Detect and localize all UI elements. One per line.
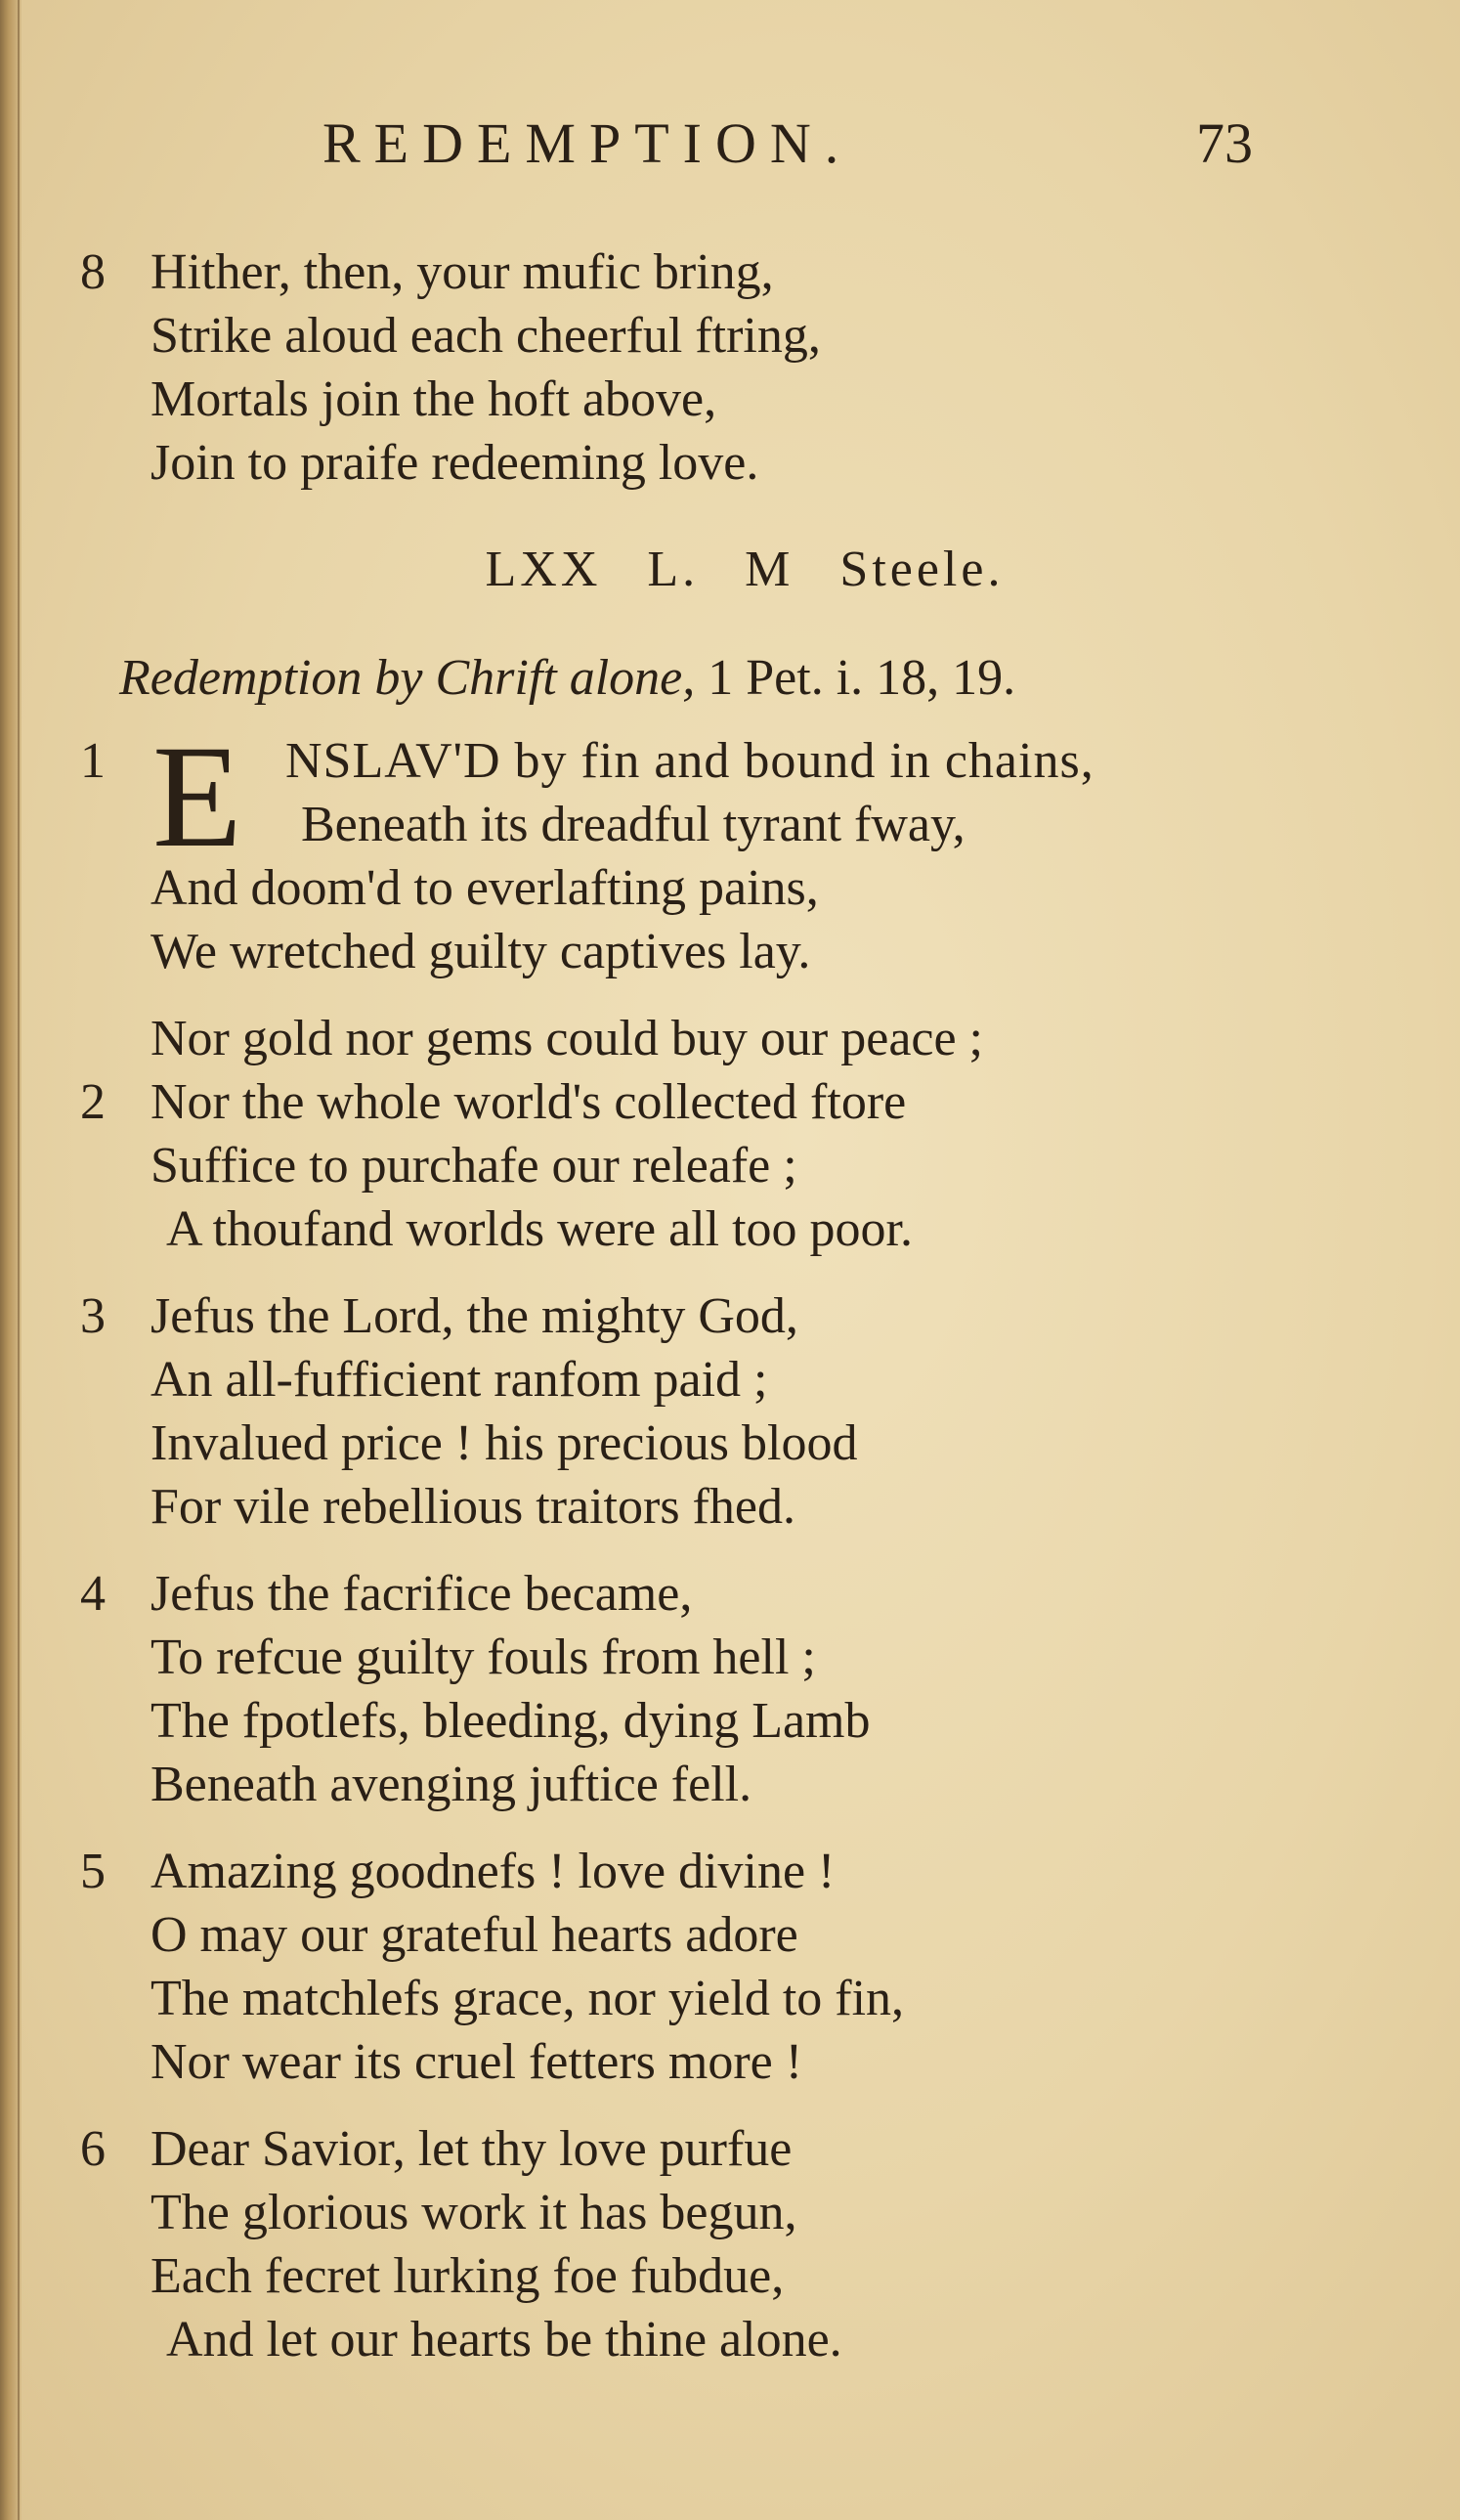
stanza-4: [80, 1562, 1370, 1816]
stanza-1: [80, 716, 1370, 983]
verse-line: A thoufand worlds were all too poor.: [166, 1201, 913, 1257]
verse-line: Nor gold nor gems could buy our peace ;: [150, 1011, 984, 1066]
stanza-6: [80, 2117, 1370, 2371]
stanza-8: [80, 240, 1370, 495]
hymn-subtitle: [80, 646, 1370, 710]
verse-line: Nor wear its cruel fetters more !: [150, 2034, 803, 2090]
stanza-number: 4: [80, 1566, 106, 1622]
gutter-line: [18, 0, 20, 2520]
verse-line: And doom'd to everlafting pains,: [150, 860, 819, 916]
verse-line: For vile rebellious traitors fhed.: [150, 1479, 795, 1535]
running-head: REDEMPTION.: [322, 111, 853, 175]
verse-line: The glorious work it has begun,: [150, 2185, 797, 2240]
verse-line: To refcue guilty fouls from hell ;: [150, 1629, 816, 1685]
hymn-title: LXX L. M Steele.: [485, 542, 1005, 597]
subtitle-text: Redemption by Chrift alone,: [119, 650, 696, 706]
stanza-number: 1: [80, 733, 106, 789]
scripture-reference: 1 Pet. i. 18, 19.: [708, 650, 1016, 706]
verse-line: And let our hearts be thine alone.: [166, 2312, 842, 2368]
verse-line: Each fecret lurking foe fubdue,: [150, 2248, 785, 2304]
verse-line: Beneath avenging juftice fell.: [150, 1757, 752, 1812]
verse-line: Mortals join the hoft above,: [150, 371, 717, 427]
verse-line: Suffice to purchafe our releafe ;: [150, 1138, 797, 1194]
stanza-2: [80, 1007, 1370, 1261]
verse-line: Nor the whole world's collected ftore: [150, 1074, 907, 1130]
verse-line: NSLAV'D by fin and bound in chains,: [285, 733, 1095, 789]
verse-line: O may our grateful hearts adore: [150, 1907, 798, 1963]
verse-line: Strike aloud each cheerful ftring,: [150, 308, 821, 364]
stanza-number: 3: [80, 1288, 106, 1344]
drop-cap: E: [152, 716, 242, 878]
stanza-number: 2: [80, 1074, 106, 1130]
verse-line: The fpotlefs, bleeding, dying Lamb: [150, 1693, 871, 1749]
verse-line: Jefus the Lord, the mighty God,: [150, 1288, 798, 1344]
verse-line: Dear Savior, let thy love purfue: [150, 2121, 793, 2177]
verse-line: Beneath its dreadful tyrant fway,: [301, 797, 966, 852]
verse-line: The matchlefs grace, nor yield to fin,: [150, 1971, 905, 2026]
stanza-3: [80, 1284, 1370, 1539]
page-number: 73: [1196, 111, 1253, 175]
verse-line: An all-fufficient ranfom paid ;: [150, 1352, 768, 1408]
verse-line: Amazing goodnefs ! love divine !: [150, 1844, 836, 1899]
text-block: [80, 240, 1370, 2395]
verse-line: Hither, then, your mufic bring,: [150, 244, 774, 300]
verse-line: Jefus the facrifice became,: [150, 1566, 693, 1622]
verse-line: Invalued price ! his precious blood: [150, 1415, 858, 1471]
stanza-number: 6: [80, 2121, 106, 2177]
verse-line: We wretched guilty captives lay.: [150, 924, 811, 979]
stanza-number: 8: [80, 244, 106, 300]
stanza-5: [80, 1840, 1370, 2094]
stanza-number: 5: [80, 1844, 106, 1899]
verse-line: Join to praife redeeming love.: [150, 435, 759, 491]
